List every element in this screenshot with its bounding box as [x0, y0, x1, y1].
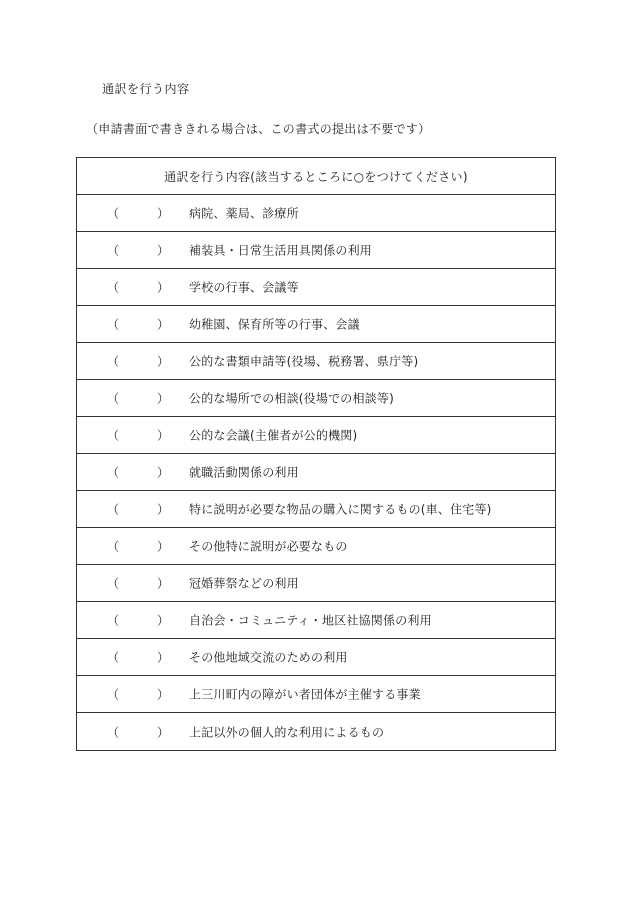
row-label: その他特に説明が必要なもの — [189, 539, 348, 554]
check-mark-field-close[interactable]: ） — [157, 613, 170, 628]
row-label: 上記以外の個人的な利用によるもの — [189, 725, 385, 739]
check-mark-field-open[interactable]: （ — [107, 465, 120, 480]
table-header: 通訳を行う内容(該当するところに○をつけてください) — [77, 158, 555, 195]
check-mark-field-open[interactable]: （ — [107, 391, 120, 406]
check-mark-field-close[interactable]: ） — [157, 539, 170, 554]
row-label: 上三川町内の障がい者団体が主催する事業 — [189, 687, 421, 702]
check-mark-field-close[interactable]: ） — [157, 243, 170, 258]
check-mark-field-close[interactable]: ） — [157, 206, 170, 221]
row-label: 病院、薬局、診療所 — [189, 206, 299, 221]
table-row — [77, 528, 555, 565]
check-mark-field-open[interactable]: （ — [107, 428, 120, 443]
row-label: 冠婚葬祭などの利用 — [189, 576, 299, 591]
row-label: 就職活動関係の利用 — [189, 465, 299, 480]
check-mark-field-close[interactable]: ） — [157, 725, 170, 739]
row-label: 学校の行事、会議等 — [189, 280, 299, 295]
check-mark-field-open[interactable]: （ — [107, 725, 120, 739]
check-mark-field-close[interactable]: ） — [157, 391, 170, 406]
check-mark-field-close[interactable]: ） — [157, 354, 170, 369]
check-mark-field-open[interactable]: （ — [107, 502, 120, 517]
check-mark-field-close[interactable]: ） — [157, 576, 170, 591]
table-row — [77, 195, 555, 232]
table-rows — [77, 195, 555, 750]
row-label: 幼稚園、保育所等の行事、会議 — [189, 317, 360, 332]
row-label: その他地域交流のための利用 — [189, 650, 348, 665]
check-mark-field-close[interactable]: ） — [157, 428, 170, 443]
check-mark-field-close[interactable]: ） — [157, 465, 170, 480]
row-label: 公的な書類申請等(役場、税務署、県庁等) — [189, 354, 419, 369]
check-mark-field-open[interactable]: （ — [107, 650, 120, 665]
check-mark-field-open[interactable]: （ — [107, 317, 120, 332]
table-row — [77, 713, 555, 750]
table-row — [77, 306, 555, 343]
row-label: 特に説明が必要な物品の購入に関するもの(車、住宅等) — [189, 502, 492, 517]
table-row — [77, 491, 555, 528]
section-heading: 通訳を行う内容 — [102, 82, 190, 96]
table-row — [77, 676, 555, 713]
check-mark-field-close[interactable]: ） — [157, 280, 170, 295]
table-row — [77, 343, 555, 380]
check-mark-field-open[interactable]: （ — [107, 576, 120, 591]
check-mark-field-open[interactable]: （ — [107, 687, 120, 702]
interpretation-content-table — [76, 157, 556, 751]
check-mark-field-close[interactable]: ） — [157, 650, 170, 665]
check-mark-field-open[interactable]: （ — [107, 613, 120, 628]
check-mark-field-open[interactable]: （ — [107, 354, 120, 369]
check-mark-field-open[interactable]: （ — [107, 206, 120, 221]
row-label: 自治会・コミュニティ・地区社協関係の利用 — [189, 613, 432, 628]
table-row — [77, 602, 555, 639]
row-label: 公的な場所での相談(役場での相談等) — [189, 391, 394, 406]
table-row — [77, 565, 555, 602]
check-mark-field-close[interactable]: ） — [157, 687, 170, 702]
table-row — [77, 417, 555, 454]
check-mark-field-open[interactable]: （ — [107, 280, 120, 295]
check-mark-field-close[interactable]: ） — [157, 317, 170, 332]
check-mark-field-close[interactable]: ） — [157, 502, 170, 517]
table-row — [77, 269, 555, 306]
table-row — [77, 380, 555, 417]
check-mark-field-open[interactable]: （ — [107, 243, 120, 258]
table-row — [77, 232, 555, 269]
table-row — [77, 639, 555, 676]
row-label: 補装具・日常生活用具関係の利用 — [189, 243, 373, 258]
check-mark-field-open[interactable]: （ — [107, 539, 120, 554]
instruction-note: （申請書面で書ききれる場合は、この書式の提出は不要です） — [86, 122, 431, 136]
table-row — [77, 454, 555, 491]
row-label: 公的な会議(主催者が公的機関) — [189, 428, 358, 443]
